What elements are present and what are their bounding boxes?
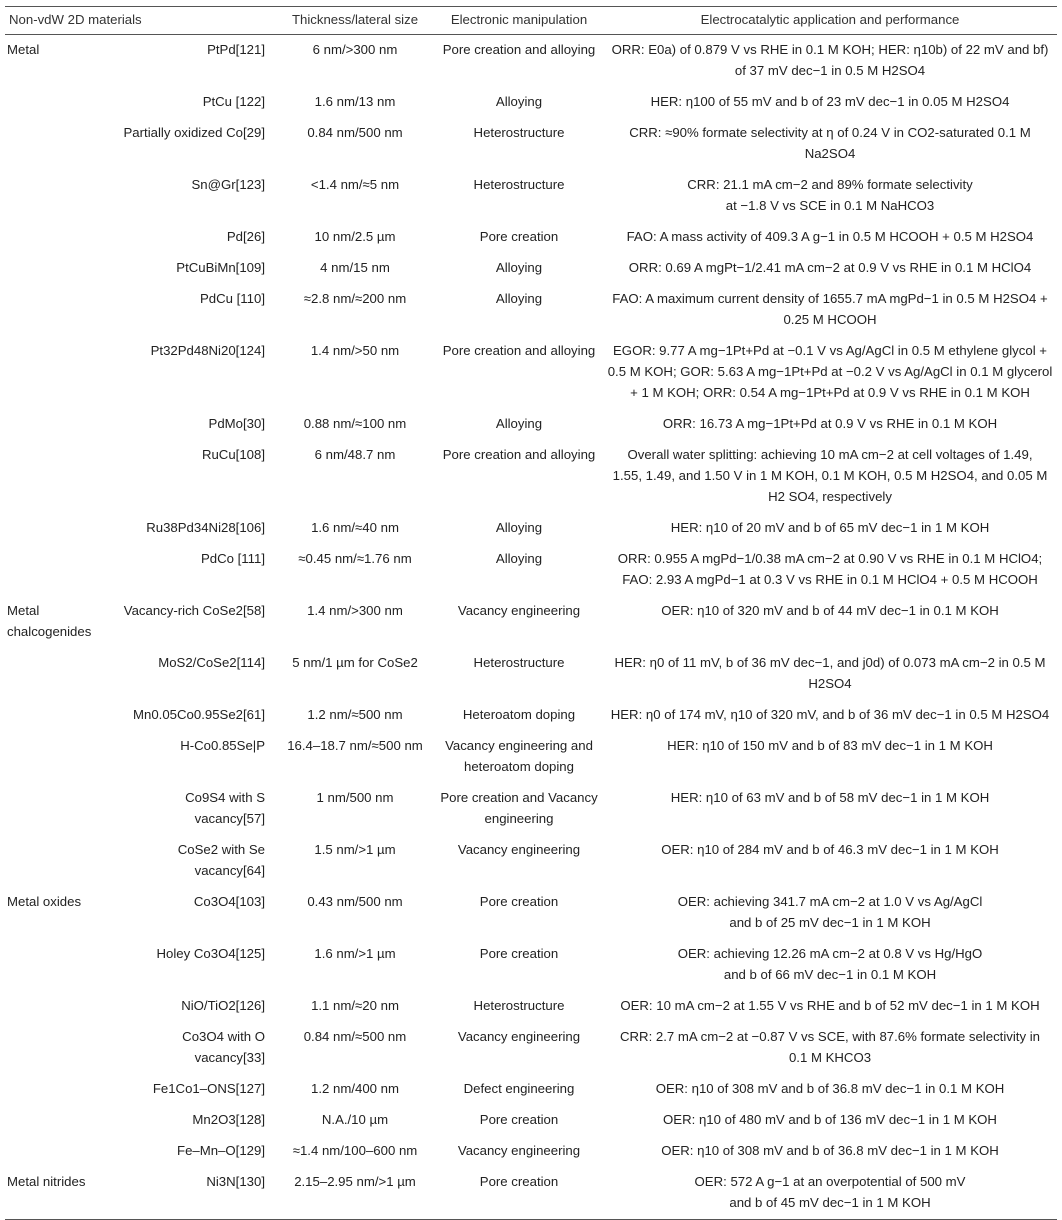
manipulation-cell: Alloying [495,260,543,275]
manipulation-cell: Pore creation and alloying [442,343,596,358]
size-cell: 10 nm/2.5 µm [314,229,396,244]
table-row [5,284,1057,336]
performance-cell: CRR: ≈90% formate selectivity at η of 0.24 V in CO2-saturated 0.1 M Na2SO4 [629,125,1031,161]
table-row [5,222,1057,253]
material-cell: Fe1Co1–ONS[127] [152,1081,265,1096]
performance-cell: OER: achieving 341.7 mA cm−2 at 1.0 V vs Ag/AgCl and b of 25 mV dec−1 in 1 M KOH [677,894,983,930]
manipulation-cell: Pore creation and alloying [442,447,596,462]
table-row [5,513,1057,544]
category-cell [5,835,113,887]
material-cell: PtPd[121] [207,42,265,57]
size-cell: 1.4 nm/>300 nm [307,603,403,618]
size-cell: 0.43 nm/500 nm [307,894,403,909]
manipulation-cell: Pore creation and Vacancy engineering [440,790,598,826]
material-cell: RuCu[108] [201,447,265,462]
category-cell [5,731,113,783]
category-cell [5,409,113,440]
material-cell: Pt32Pd48Ni20[124] [150,343,265,358]
material-cell: Fe–Mn–O[129] [177,1143,265,1158]
performance-cell: OER: η10 of 308 mV and b of 36.8 mV dec−1 in 0.1 M KOH [655,1081,1005,1096]
category-cell [5,170,113,222]
manipulation-cell: Pore creation [479,229,559,244]
performance-cell: ORR: 16.73 A mg−1Pt+Pd at 0.9 V vs RHE in 0.1 M KOH [662,416,998,431]
performance-cell: HER: η10 of 150 mV and b of 83 mV dec−1 in 1 M KOH [667,738,993,753]
material-cell: PdMo[30] [208,416,265,431]
performance-cell: CRR: 2.7 mA cm−2 at −0.87 V vs SCE, with 87.6% formate selectivity in 0.1 M KHCO3 [620,1029,1040,1065]
size-cell: ≈1.4 nm/100–600 nm [292,1143,418,1158]
table-row [5,887,1057,939]
manipulation-cell: Pore creation and alloying [442,42,596,57]
table-row [5,170,1057,222]
size-cell: N.A./10 µm [321,1112,389,1127]
header-manipulation: Electronic manipulation [435,7,603,35]
size-cell: 5 nm/1 µm for CoSe2 [292,655,418,670]
manipulation-cell: Alloying [495,416,543,431]
manipulation-cell: Defect engineering [463,1081,575,1096]
performance-cell: ORR: 0.955 A mgPd−1/0.38 mA cm−2 at 0.90 V vs RHE in 0.1 M HClO4; FAO: 2.93 A mgPd−1 at 0.3 V vs RHE in 0.1 M HClO4 + 0.5 M HCOOH [617,551,1043,587]
manipulation-cell: Heterostructure [473,125,565,140]
performance-cell: OER: η10 of 480 mV and b of 136 mV dec−1 in 1 M KOH [663,1112,997,1127]
manipulation-cell: Pore creation [479,894,559,909]
size-cell: <1.4 nm/≈5 nm [310,177,400,192]
performance-cell: FAO: A mass activity of 409.3 A g−1 in 0.5 M HCOOH + 0.5 M H2SO4 [626,229,1034,244]
table-row [5,596,1057,648]
table-row [5,1074,1057,1105]
material-cell: Mn0.05Co0.95Se2[61] [133,707,265,722]
material-cell: Co9S4 with S vacancy[57] [185,790,265,826]
category-cell [5,513,113,544]
material-cell: PtCuBiMn[109] [176,260,265,275]
category-cell [5,1136,113,1167]
table-row [5,440,1057,513]
material-cell: Co3O4 with O vacancy[33] [182,1029,265,1065]
size-cell: 0.88 nm/≈100 nm [303,416,407,431]
manipulation-cell: Heterostructure [473,177,565,192]
table-row [5,1136,1057,1167]
table-row [5,1167,1057,1220]
manipulation-cell: Alloying [495,551,543,566]
manipulation-cell: Heterostructure [473,655,565,670]
performance-cell: EGOR: 9.77 A mg−1Pt+Pd at −0.1 V vs Ag/AgCl in 0.5 M ethylene glycol + 0.5 M KOH; GOR: 5.63 A mg−1Pt+Pd at −0.2 V vs Ag/AgCl in 0.1 M glycerol + 1 M KOH; ORR: 0.54 A mg−1Pt+Pd at 0.9 V vs RHE in 0.1 M KOH [607,343,1053,400]
header-performance: Electrocatalytic application and performance [603,7,1057,35]
material-cell: Co3O4[103] [193,894,265,909]
manipulation-cell: Vacancy engineering and heteroatom doping [445,738,593,774]
size-cell: 6 nm/48.7 nm [314,447,396,462]
performance-cell: OER: 572 A g−1 at an overpotential of 500 mV and b of 45 mV dec−1 in 1 M KOH [603,1167,1057,1220]
performance-cell: OER: η10 of 308 mV and b of 36.8 mV dec−1 in 1 M KOH [661,1143,999,1158]
manipulation-cell: Heterostructure [473,998,565,1013]
header-row [5,7,1057,35]
performance-cell: HER: η100 of 55 mV and b of 23 mV dec−1 in 0.05 M H2SO4 [650,94,1010,109]
size-cell: 1.2 nm/≈500 nm [307,707,403,722]
table-row [5,1105,1057,1136]
category-cell [5,1074,113,1105]
table-row [5,939,1057,991]
size-cell: 1.6 nm/≈40 nm [311,520,399,535]
category-cell: Metal [7,42,40,57]
manipulation-cell: Heteroatom doping [462,707,576,722]
manipulation-cell: Vacancy engineering [457,1029,581,1044]
performance-cell: CRR: 21.1 mA cm−2 and 89% formate selectivity at −1.8 V vs SCE in 0.1 M NaHCO3 [687,177,973,213]
manipulation-cell: Vacancy engineering [457,1143,581,1158]
performance-cell: FAO: A maximum current density of 1655.7 mA mgPd−1 in 0.5 M H2SO4 + 0.25 M HCOOH [612,291,1048,327]
material-cell: Pd[26] [226,229,265,244]
header-materials: Non-vdW 2D materials [5,7,275,35]
performance-cell: OER: η10 of 320 mV and b of 44 mV dec−1 in 0.1 M KOH [661,603,999,618]
performance-cell: OER: η10 of 284 mV and b of 46.3 mV dec−1 in 1 M KOH [661,842,999,857]
size-cell: 4 nm/15 nm [320,260,390,275]
size-cell: 0.84 nm/500 nm [307,125,403,140]
performance-cell: Overall water splitting: achieving 10 mA cm−2 at cell voltages of 1.49, 1.55, 1.49, and 1.50 V in 1 M KOH, 0.1 M KOH, 0.5 M H2SO4, and 0.05 M H2 SO4, respectively [612,447,1048,504]
material-cell: PtCu [122] [202,94,265,109]
category-cell [5,87,113,118]
manipulation-cell: Pore creation [479,1112,559,1127]
category-cell [5,939,113,991]
category-cell [5,1105,113,1136]
material-cell: Ru38Pd34Ni28[106] [146,520,265,535]
material-cell: Partially oxidized Co[29] [123,125,265,140]
category-cell: Metal oxides [7,894,82,909]
category-cell [5,336,113,409]
table-row [5,336,1057,409]
size-cell: 1.5 nm/>1 µm [314,842,396,857]
material-cell: Vacancy-rich CoSe2[58] [123,603,265,618]
table-row [5,783,1057,835]
size-cell: 1.6 nm/>1 µm [314,946,396,961]
category-cell [5,544,113,596]
manipulation-cell: Pore creation [435,1167,603,1220]
table-row [5,253,1057,284]
performance-cell: OER: 10 mA cm−2 at 1.55 V vs RHE and b of 52 mV dec−1 in 1 M KOH [620,998,1040,1013]
material-cell: H-Co0.85Se|P [180,738,265,753]
manipulation-cell: Alloying [495,94,543,109]
category-cell [5,783,113,835]
performance-cell: HER: η10 of 20 mV and b of 65 mV dec−1 in 1 M KOH [670,520,990,535]
category-cell [5,222,113,253]
table-row [5,544,1057,596]
performance-cell: HER: η10 of 63 mV and b of 58 mV dec−1 in 1 M KOH [670,790,990,805]
performance-cell: OER: achieving 12.26 mA cm−2 at 0.8 V vs Hg/HgO and b of 66 mV dec−1 in 0.1 M KOH [677,946,983,982]
category-cell [5,118,113,170]
table-row [5,835,1057,887]
performance-cell: ORR: 0.69 A mgPt−1/2.41 mA cm−2 at 0.9 V vs RHE in 0.1 M HClO4 [628,260,1032,275]
table-row [5,118,1057,170]
material-cell: Holey Co3O4[125] [156,946,265,961]
size-cell: 2.15–2.95 nm/>1 µm [275,1167,435,1220]
manipulation-cell: Alloying [495,520,543,535]
size-cell: 1.2 nm/400 nm [311,1081,399,1096]
category-cell: Metal nitrides [5,1167,113,1220]
material-cell: Mn2O3[128] [192,1112,265,1127]
table-row [5,700,1057,731]
size-cell: 6 nm/>300 nm [312,42,398,57]
performance-cell: HER: η0 of 11 mV, b of 36 mV dec−1, and j0d) of 0.073 mA cm−2 in 0.5 M H2SO4 [614,655,1046,691]
manipulation-cell: Pore creation [479,946,559,961]
table-row [5,35,1057,88]
material-cell: Sn@Gr[123] [191,177,265,192]
category-cell [5,253,113,284]
category-cell [5,648,113,700]
size-cell: ≈2.8 nm/≈200 nm [303,291,407,306]
manipulation-cell: Vacancy engineering [457,603,581,618]
table-row [5,991,1057,1022]
material-cell: Ni3N[130] [113,1167,275,1220]
size-cell: 1.4 nm/>50 nm [310,343,400,358]
manipulation-cell: Alloying [495,291,543,306]
category-cell [5,284,113,336]
manipulation-cell: Vacancy engineering [457,842,581,857]
table-row [5,731,1057,783]
category-cell: Metal chalcogenides [7,603,92,639]
size-cell: 1.1 nm/≈20 nm [311,998,399,1013]
size-cell: 16.4–18.7 nm/≈500 nm [287,738,423,753]
size-cell: 1 nm/500 nm [316,790,394,805]
size-cell: ≈0.45 nm/≈1.76 nm [298,551,412,566]
table-row [5,87,1057,118]
header-thickness: Thickness/lateral size [275,7,435,35]
table-body [5,35,1057,1220]
category-cell [5,700,113,731]
performance-cell: ORR: E0a) of 0.879 V vs RHE in 0.1 M KOH; HER: η10b) of 22 mV and bf) of 37 mV dec−1 in 0.5 M H2SO4 [611,42,1049,78]
material-cell: MoS2/CoSe2[114] [158,655,265,670]
category-cell [5,440,113,513]
performance-cell: HER: η0 of 174 mV, η10 of 320 mV, and b of 36 mV dec−1 in 0.5 M H2SO4 [610,707,1050,722]
material-cell: PdCu [110] [199,291,265,306]
material-cell: CoSe2 with Se vacancy[64] [177,842,265,878]
category-cell [5,1022,113,1074]
size-cell: 1.6 nm/13 nm [314,94,396,109]
category-cell [5,991,113,1022]
materials-table [5,6,1057,1220]
table-row [5,409,1057,440]
table-row [5,648,1057,700]
material-cell: PdCo [111] [200,551,265,566]
material-cell: NiO/TiO2[126] [181,998,265,1013]
table-row [5,1022,1057,1074]
size-cell: 0.84 nm/≈500 nm [303,1029,407,1044]
